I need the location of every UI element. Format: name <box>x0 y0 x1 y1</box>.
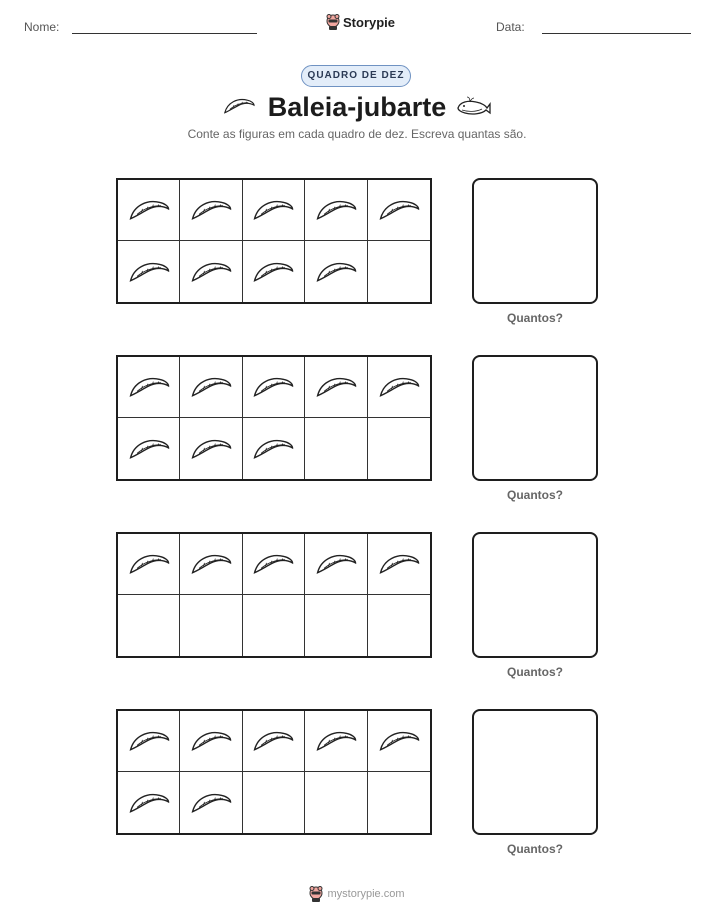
whale-fin-icon <box>251 197 295 223</box>
whale-fin-icon <box>251 436 295 462</box>
frame-cell <box>368 595 430 656</box>
frame-cell <box>368 241 430 302</box>
frame-cell <box>180 180 242 241</box>
storypie-logo-icon <box>326 14 340 30</box>
ten-frame-2 <box>116 355 432 481</box>
frame-cell <box>368 711 430 772</box>
whale-fin-icon <box>189 728 233 754</box>
whale-fin-icon <box>251 259 295 285</box>
answer-box-2[interactable] <box>472 355 598 481</box>
whale-fin-icon <box>377 197 421 223</box>
frame-cell <box>118 418 180 479</box>
page-title: Baleia-jubarte <box>267 92 447 122</box>
date-label: Data: <box>496 20 525 34</box>
whale-fin-icon <box>314 551 358 577</box>
date-line[interactable] <box>542 33 691 34</box>
ten-frame-3 <box>116 532 432 658</box>
frame-cell <box>118 534 180 595</box>
frame-cell <box>305 711 367 772</box>
whale-fin-icon <box>314 259 358 285</box>
whale-fin-icon <box>127 436 171 462</box>
brand-logo <box>326 14 395 30</box>
storypie-logo-icon <box>309 886 323 902</box>
whale-fin-icon <box>189 436 233 462</box>
frame-cell <box>180 711 242 772</box>
frame-cell <box>118 772 180 833</box>
frame-cell <box>243 241 305 302</box>
question-label-2: Quantos? <box>507 488 563 502</box>
whale-fin-icon <box>377 728 421 754</box>
whale-fin-icon <box>377 551 421 577</box>
frame-cell <box>180 357 242 418</box>
whale-fin-icon <box>127 551 171 577</box>
name-line[interactable] <box>72 33 257 34</box>
frame-cell <box>243 418 305 479</box>
instructions: Conte as figuras em cada quadro de dez. Escreva quantas são. <box>187 127 527 141</box>
frame-cell <box>243 357 305 418</box>
frame-cell <box>118 241 180 302</box>
frame-cell <box>180 595 242 656</box>
whale-fin-icon <box>189 197 233 223</box>
whale-icon <box>456 96 492 118</box>
whale-fin-icon <box>127 197 171 223</box>
brand-name: Storypie <box>343 14 396 30</box>
frame-cell <box>243 180 305 241</box>
whale-fin-icon <box>127 728 171 754</box>
frame-cell <box>243 534 305 595</box>
answer-box-4[interactable] <box>472 709 598 835</box>
ten-frame-1 <box>116 178 432 304</box>
frame-cell <box>305 772 367 833</box>
footer-url: mystorypie.com <box>327 888 405 900</box>
frame-cell <box>180 241 242 302</box>
frame-cell <box>243 772 305 833</box>
whale-fin-icon <box>314 374 358 400</box>
whale-fin-icon <box>251 551 295 577</box>
frame-cell <box>368 418 430 479</box>
whale-fin-icon <box>189 551 233 577</box>
footer <box>0 886 714 902</box>
frame-cell <box>368 772 430 833</box>
whale-fin-icon <box>127 259 171 285</box>
whale-fin-icon <box>189 790 233 816</box>
question-label-3: Quantos? <box>507 665 563 679</box>
frame-cell <box>305 534 367 595</box>
frame-cell <box>243 711 305 772</box>
frame-cell <box>243 595 305 656</box>
frame-cell <box>305 180 367 241</box>
question-label-1: Quantos? <box>507 311 563 325</box>
frame-cell <box>305 241 367 302</box>
frame-cell <box>368 357 430 418</box>
frame-cell <box>305 595 367 656</box>
answer-box-1[interactable] <box>472 178 598 304</box>
frame-cell <box>180 772 242 833</box>
whale-fin-icon <box>127 790 171 816</box>
frame-cell <box>180 534 242 595</box>
frame-cell <box>305 418 367 479</box>
answer-box-3[interactable] <box>472 532 598 658</box>
whale-fin-icon <box>251 728 295 754</box>
name-label: Nome: <box>24 20 60 34</box>
worksheet-badge: QUADRO DE DEZ <box>301 65 411 87</box>
whale-fin-icon <box>251 374 295 400</box>
ten-frame-4 <box>116 709 432 835</box>
whale-fin-icon <box>189 374 233 400</box>
whale-fin-icon <box>127 374 171 400</box>
whale-fin-icon <box>314 197 358 223</box>
whale-fin-icon <box>377 374 421 400</box>
frame-cell <box>368 180 430 241</box>
frame-cell <box>118 180 180 241</box>
question-label-4: Quantos? <box>507 842 563 856</box>
whale-fin-icon <box>189 259 233 285</box>
frame-cell <box>180 418 242 479</box>
frame-cell <box>118 357 180 418</box>
frame-cell <box>118 595 180 656</box>
frame-cell <box>368 534 430 595</box>
whale-fin-icon <box>314 728 358 754</box>
frame-cell <box>118 711 180 772</box>
frame-cell <box>305 357 367 418</box>
